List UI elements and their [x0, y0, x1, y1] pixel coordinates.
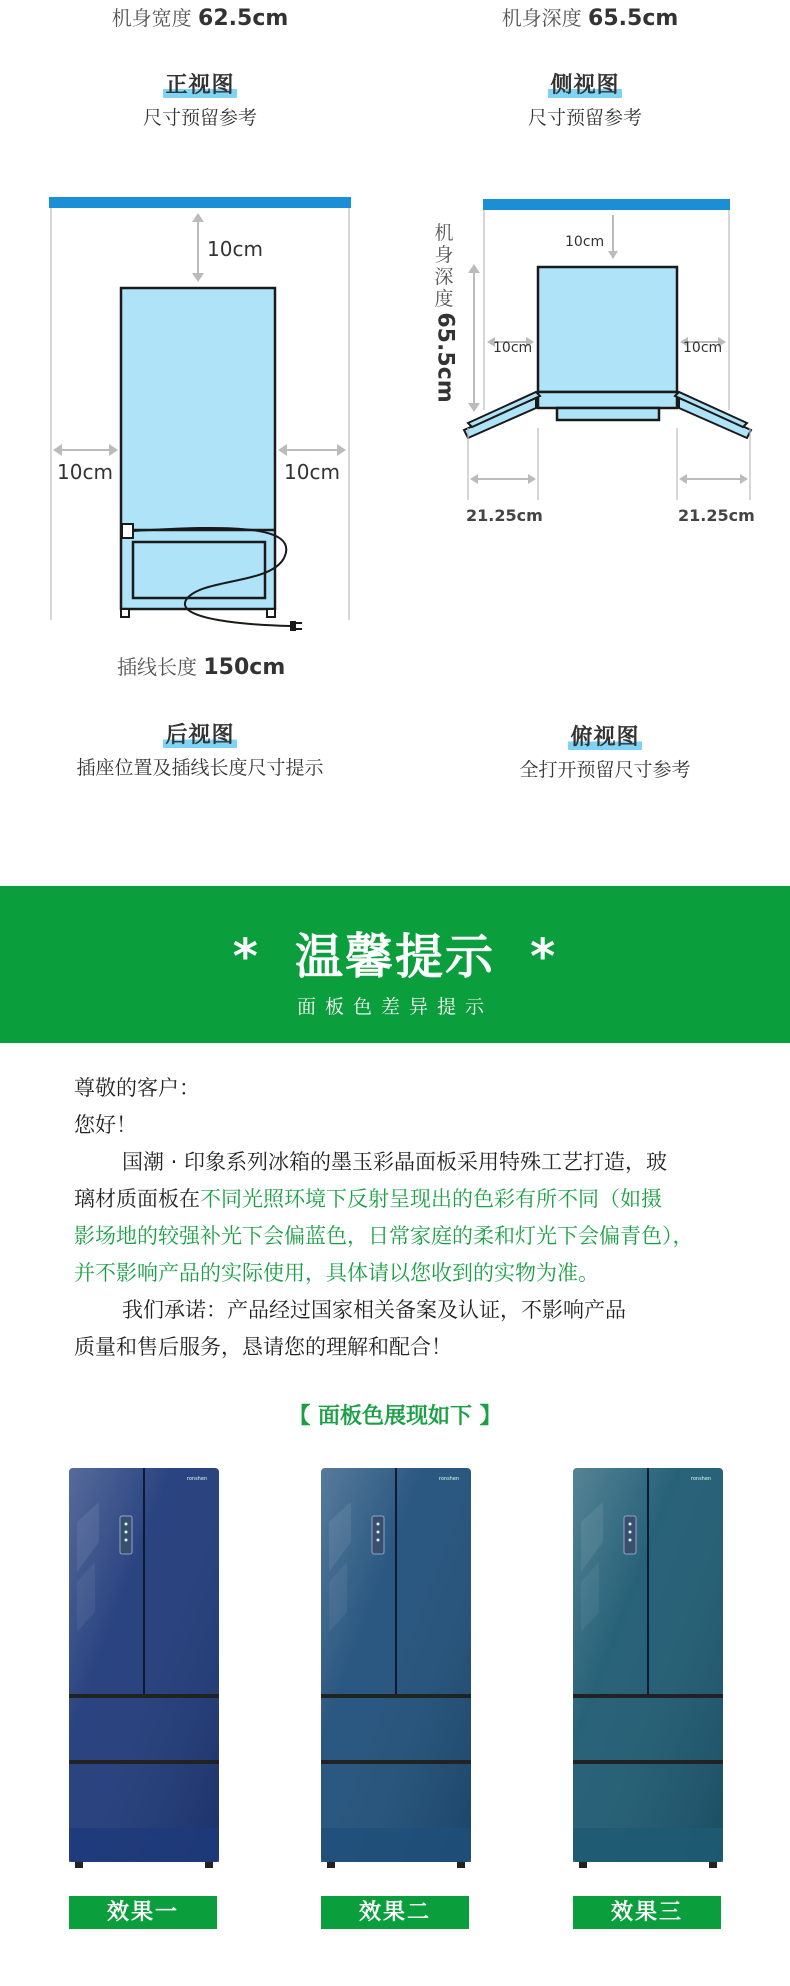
depth-value: 65.5cm [588, 6, 679, 31]
tips-banner [0, 886, 790, 1043]
right-open-door [675, 392, 751, 438]
depth-char-3: 深 [434, 266, 454, 288]
notice-line-1: 国潮 · 印象系列冰箱的墨玉彩晶面板采用特殊工艺打造，玻 [122, 1150, 668, 1174]
side-fridge-body [538, 267, 677, 392]
banner-star-left: * [232, 929, 260, 985]
side-drawer [557, 408, 659, 420]
front-view-subtitle: 尺寸预留参考 [142, 107, 257, 129]
front-diagram [0, 180, 395, 690]
top-view-title: 俯视图 [570, 725, 640, 750]
side-right-gap-label: 10cm [683, 340, 723, 356]
side-top-wall [483, 199, 730, 210]
fridge-image-1 [69, 1462, 219, 1872]
width-caption [60, 2, 340, 31]
fridge-caption-2: 效果二 [321, 1896, 469, 1929]
fridge-brand-logo: ronshen [690, 1476, 712, 1482]
side-view-subtitle: 尺寸预留参考 [527, 107, 642, 129]
width-label: 机身宽度 [111, 6, 192, 30]
depth-caption [440, 2, 740, 31]
banner-star-right: * [530, 929, 558, 985]
fridge-image-3 [573, 1462, 723, 1872]
side-diagram [420, 180, 790, 540]
socket-icon [122, 524, 133, 538]
fridge-brand-logo: ronshen [438, 1476, 460, 1482]
side-top-gap-label: 10cm [565, 234, 605, 250]
width-value: 62.5cm [198, 6, 289, 31]
front-view-heading [100, 68, 300, 130]
plug-icon [290, 621, 302, 631]
side-view-heading [485, 68, 685, 130]
back-view-heading [40, 718, 360, 780]
notice-line-2-normal: 璃材质面板在 [74, 1187, 200, 1211]
front-left-gap-label: 10cm [57, 460, 113, 484]
cord-length-value: 150cm [203, 655, 286, 680]
panel-color-heading: 【 面板色展现如下 】 [288, 1404, 502, 1429]
banner-subtitle: 面板色差异提示 [296, 996, 493, 1018]
notice-line-2-green: 不同光照环境下反射呈现出的色彩有所不同（如摄 [200, 1187, 662, 1211]
cord-length-label: 插线长度 [117, 655, 197, 679]
top-view-subtitle: 全打开预留尺寸参考 [519, 759, 691, 781]
right-door-swing-label: 21.25cm [678, 506, 755, 525]
depth-char-2: 身 [434, 244, 454, 266]
notice-line-4: 并不影响产品的实际使用，具体请以您收到的实物为准。 [74, 1261, 599, 1285]
depth-char-1: 机 [434, 222, 454, 244]
side-depth-value: 65.5cm [432, 312, 458, 403]
notice-text [74, 1070, 764, 1366]
fridge-brand-logo: ronshen [186, 1476, 208, 1482]
back-view-subtitle: 插座位置及插线长度尺寸提示 [76, 757, 324, 779]
front-view-title: 正视图 [165, 73, 235, 98]
notice-line-5: 我们承诺：产品经过国家相关备案及认证，不影响产品 [122, 1298, 626, 1322]
left-door-swing-label: 21.25cm [466, 506, 543, 525]
front-top-gap-label: 10cm [207, 237, 263, 261]
top-view-heading [460, 720, 750, 782]
notice-line-3: 影场地的较强补光下会偏蓝色，日常家庭的柔和灯光下会偏青色）， [74, 1224, 694, 1248]
fridge-caption-3: 效果三 [573, 1896, 721, 1929]
fridge-image-2 [321, 1462, 471, 1872]
greeting-line-2: 您好！ [74, 1113, 137, 1137]
front-top-wall [49, 197, 351, 208]
depth-char-4: 度 [434, 288, 454, 310]
cord-length-caption [117, 651, 285, 680]
notice-line-6: 质量和售后服务，恳请您的理解和配合！ [74, 1335, 452, 1359]
side-left-gap-label: 10cm [493, 340, 533, 356]
depth-label: 机身深度 [501, 6, 582, 30]
left-open-door [464, 392, 540, 438]
back-view-title: 后视图 [165, 723, 235, 748]
front-fridge-body [121, 288, 275, 609]
side-depth-label [432, 222, 456, 310]
greeting-line-1: 尊敬的客户： [74, 1076, 200, 1100]
side-view-title: 侧视图 [550, 73, 620, 98]
fridge-caption-1: 效果一 [69, 1896, 217, 1929]
banner-title: 温馨提示 [294, 929, 495, 985]
notice-line-2 [74, 1181, 764, 1218]
front-right-gap-label: 10cm [284, 460, 340, 484]
